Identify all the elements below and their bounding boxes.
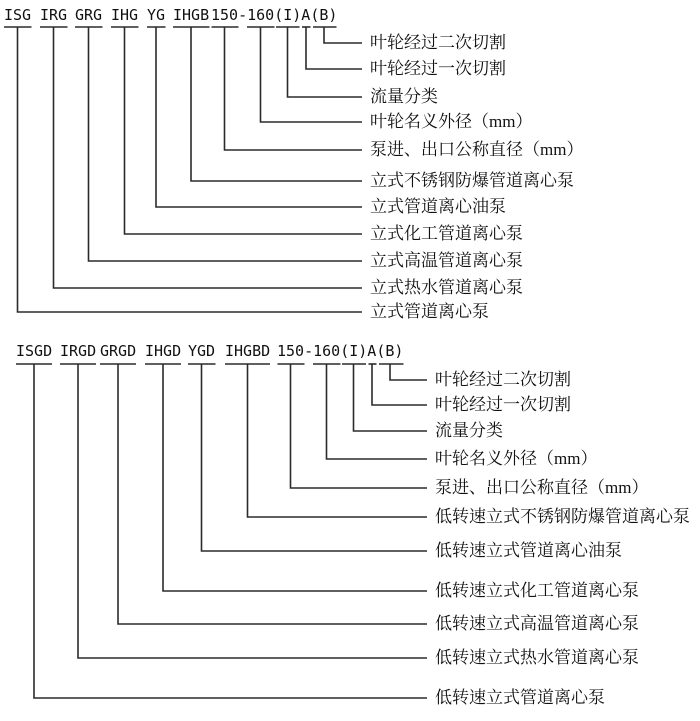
code-segment-ygd: YGD	[188, 342, 216, 360]
connector-irgd	[78, 364, 427, 658]
connector-a-first-cut	[306, 27, 362, 69]
designation-label-ihgb: 立式不锈钢防爆管道离心泵	[370, 171, 574, 190]
designation-label-ihgd: 低转速立式化工管道离心泵	[435, 581, 639, 600]
designation-label-port-dia: 泵进、出口公称直径（mm）	[370, 140, 584, 159]
designation-label-flow-class-low: 流量分类	[435, 421, 503, 440]
connector-ihgd	[163, 364, 427, 591]
designation-label-grgd: 低转速立式高温管道离心泵	[435, 614, 639, 633]
code-segment-ihgbd: IHGBD	[225, 342, 271, 360]
designation-label-impeller-dia-low: 叶轮名义外径（mm）	[435, 449, 598, 468]
connector-b-second-cut	[324, 27, 362, 43]
connector-grgd	[118, 364, 427, 624]
code-segment-irg: IRG	[40, 6, 68, 24]
designation-label-first-cut: 叶轮经过一次切割	[370, 59, 506, 78]
connector-b-second-cut-low	[390, 364, 427, 380]
code-segment-irgd: IRGD	[60, 342, 97, 360]
designation-label-flow-class: 流量分类	[370, 87, 438, 106]
connector-ihgb	[191, 27, 362, 181]
designation-label-ygd: 低转速立式管道离心油泵	[435, 541, 622, 560]
connector-ygd	[202, 364, 428, 551]
code-segment-ihgb: IHGB	[173, 6, 210, 24]
code-segment-isg: ISG	[4, 6, 32, 24]
designation-label-yg: 立式管道离心油泵	[370, 197, 506, 216]
connector-irg	[54, 27, 363, 288]
designation-label-isgd: 低转速立式管道离心泵	[435, 688, 605, 707]
designation-label-port-dia-low: 泵进、出口公称直径（mm）	[435, 478, 649, 497]
connector-160-impeller-dia-low	[327, 364, 428, 459]
designation-label-second-cut-low: 叶轮经过二次切割	[435, 370, 571, 389]
code-segment-grgd: GRGD	[100, 342, 137, 360]
designation-label-ihgbd: 低转速立式不锈钢防爆管道离心泵	[435, 507, 690, 526]
code-size-suffix-low: 150-160(I)A(B)	[277, 342, 404, 360]
connector-yg	[156, 27, 362, 207]
designation-label-isg: 立式管道离心泵	[370, 302, 489, 321]
designation-label-irg: 立式热水管道离心泵	[370, 278, 523, 297]
designation-label-irgd: 低转速立式热水管道离心泵	[435, 648, 639, 667]
designation-label-grg: 立式高温管道离心泵	[370, 251, 523, 270]
connector-isgd	[34, 364, 427, 698]
connector-160-impeller-dia	[261, 27, 363, 122]
code-segment-grg: GRG	[75, 6, 103, 24]
connector-150-port-dia-low	[291, 364, 428, 488]
connector-a-first-cut-low	[372, 364, 427, 405]
designation-label-ihg: 立式化工管道离心泵	[370, 224, 523, 243]
connector-150-port-dia	[225, 27, 363, 150]
code-segment-yg: YG	[147, 6, 166, 24]
designation-label-first-cut-low: 叶轮经过一次切割	[435, 395, 571, 414]
code-segment-ihgd: IHGD	[145, 342, 182, 360]
code-size-suffix: 150-160(I)A(B)	[211, 6, 338, 24]
designation-label-impeller-dia: 叶轮名义外径（mm）	[370, 112, 533, 131]
designation-label-second-cut: 叶轮经过二次切割	[370, 33, 506, 52]
connector-ihgbd	[248, 364, 428, 517]
code-segment-isgd: ISGD	[16, 342, 53, 360]
connector-ihg	[125, 27, 363, 234]
code-segment-ihg: IHG	[111, 6, 139, 24]
